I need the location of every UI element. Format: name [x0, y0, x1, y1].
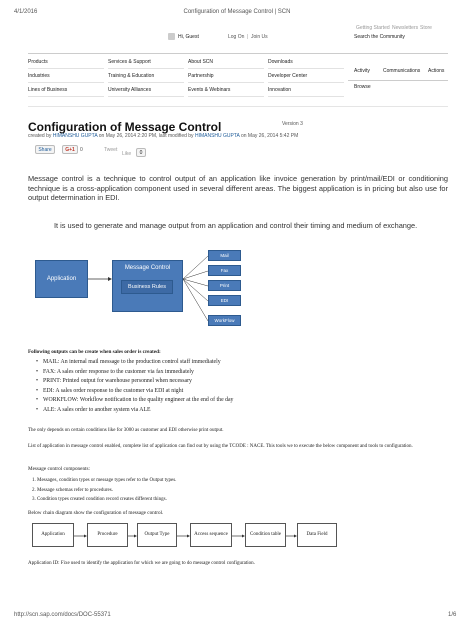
list-item: • PRINT: Printed output for warehouse personnel when necessary [36, 377, 436, 387]
application-id-note: Application ID: Fixe used to identify the application for which we are going to do message control configuration. [28, 561, 255, 566]
modified-date: on May 26, 2014 5:42 PM [240, 133, 299, 139]
tab-actions[interactable]: Actions [428, 68, 445, 74]
flow-intro: Below chain diagram show the configuration of message control. [28, 510, 164, 516]
second-paragraph: It is used to generate and manage output from an application and control their timing and medium of exchange. [54, 221, 418, 230]
chain-box-access-sequence: Access sequence [190, 523, 232, 547]
tab-activity[interactable]: Activity [354, 68, 370, 74]
nav-item-university[interactable]: University Alliances [108, 83, 184, 97]
top-link-newsletters[interactable]: Newsletters [392, 25, 419, 31]
output-mail: Mail [208, 250, 241, 261]
nav-column-2 [108, 55, 184, 97]
version-label: Version 3 [282, 121, 303, 127]
like-count: 0 [136, 148, 146, 157]
nav-item-services-support[interactable]: Services & Support [108, 55, 184, 69]
component-item: 1. Messages, condition types or message types refer to the Output types. [32, 478, 177, 483]
gplus-count: 0 [80, 147, 83, 153]
article-divider [28, 106, 448, 107]
chain-box-output-type: Output Type [137, 523, 177, 547]
output-list [36, 358, 436, 415]
search-label[interactable]: Search the Community [354, 34, 405, 40]
note-nace: List of application in message control enabled, complete list of application can find out by using the TCODE : NACE. This tools we to execute the below component and tools to configuration. [28, 444, 413, 449]
nav-top-divider [28, 53, 448, 54]
nav-item-products[interactable]: Products [28, 55, 104, 69]
chain-box-condition-table: Condition table [245, 523, 286, 547]
created-date: on May 26, 2014 2:20 PM, last modified by [98, 133, 194, 139]
list-item: • FAX: A sales order response to the customer via fax immediately [36, 368, 436, 378]
chain-box-data-field: Data Field [297, 523, 337, 547]
output-print: Print [208, 280, 241, 291]
intro-paragraph: Message control is a technique to control output of an application like invoice generation by print/mail/EDI or conditioning technique is a cross-application component used in several different areas. The biggest application is in pricing but also use for output determination in EDI. [28, 174, 448, 203]
greeting-text: Hi, Guest [178, 34, 199, 40]
login-link[interactable]: Log On [228, 34, 245, 40]
share-button[interactable]: Share [35, 145, 55, 154]
nav-item-lines-of-business[interactable]: Lines of Business [28, 83, 104, 97]
nav-item-about-scn[interactable]: About SCN [188, 55, 264, 69]
chain-box-application: Application [32, 523, 74, 547]
avatar [168, 33, 175, 40]
output-edi: EDI [208, 295, 241, 306]
list-item: • WORKFLOW: Workflow notification to the quality engineer at the end of the day [36, 396, 436, 406]
list-intro: Following outputs can be create when sales order is created: [28, 349, 161, 355]
print-page-number: 1/6 [448, 612, 457, 618]
top-link-store[interactable]: Store [420, 25, 432, 31]
print-date: 4/1/2016 [14, 9, 38, 15]
note-conditions: The only depends on certain conditions like for 3000 as customer and EDI otherwise print output. [28, 428, 224, 433]
components-list [32, 476, 176, 505]
chain-connectors [32, 521, 338, 551]
modifier-link[interactable]: HIMANSHU GUPTA [194, 133, 240, 139]
nav-item-training[interactable]: Training & Education [108, 69, 184, 83]
output-workflow: WorkFlow [208, 315, 241, 326]
byline-prefix: created by [28, 133, 52, 139]
print-title: Configuration of Message Control | SCN [183, 9, 291, 15]
list-item: • EDI: A sales order response to the customer via EDI at night [36, 387, 436, 397]
join-link[interactable]: Join Us [251, 34, 268, 40]
message-control-label: Message Control [124, 265, 171, 271]
nav-column-1 [28, 55, 104, 97]
chain-diagram [32, 521, 338, 551]
byline [28, 133, 298, 139]
article-title: Configuration of Message Control [28, 120, 222, 134]
application-box: Application [35, 260, 88, 298]
nav-item-partnership[interactable]: Partnership [188, 69, 264, 83]
list-item: • MAIL: An internal mail message to the production control staff immediately [36, 358, 436, 368]
author-link[interactable]: HIMANSHU GUPTA [52, 133, 98, 139]
list-item: • ALE: A sales order to another system via ALE [36, 406, 436, 416]
nav-item-industries[interactable]: Industries [28, 69, 104, 83]
top-link-getting-started[interactable]: Getting Started [356, 25, 390, 31]
message-control-diagram [33, 254, 273, 340]
chain-box-procedure: Procedure [87, 523, 128, 547]
tabs-divider [348, 80, 448, 81]
business-rules-box: Business Rules [121, 280, 173, 294]
nav-item-downloads[interactable]: Downloads [268, 55, 344, 69]
nav-item-innovation[interactable]: Innovation [268, 83, 344, 97]
component-item: 2. Message schemas refer to procedures. [32, 487, 113, 493]
gplus-button[interactable]: G+1 [62, 145, 78, 154]
nav-item-developer-center[interactable]: Developer Center [268, 69, 344, 83]
output-fax: Fax [208, 265, 241, 276]
browse-link[interactable]: Browse [354, 84, 371, 90]
tab-communications[interactable]: Communications [383, 68, 421, 74]
component-item: 3. Condition types created condition record creates different things. [32, 497, 167, 502]
components-title: Message control components: [28, 466, 90, 472]
nav-item-events[interactable]: Events & Webinars [188, 83, 264, 97]
nav-column-3 [188, 55, 264, 97]
tweet-button[interactable]: Tweet [104, 147, 118, 153]
nav-column-4 [268, 55, 344, 97]
like-button[interactable]: Like [122, 151, 132, 157]
print-url: http://scn.sap.com/docs/DOC-55371 [14, 612, 111, 618]
